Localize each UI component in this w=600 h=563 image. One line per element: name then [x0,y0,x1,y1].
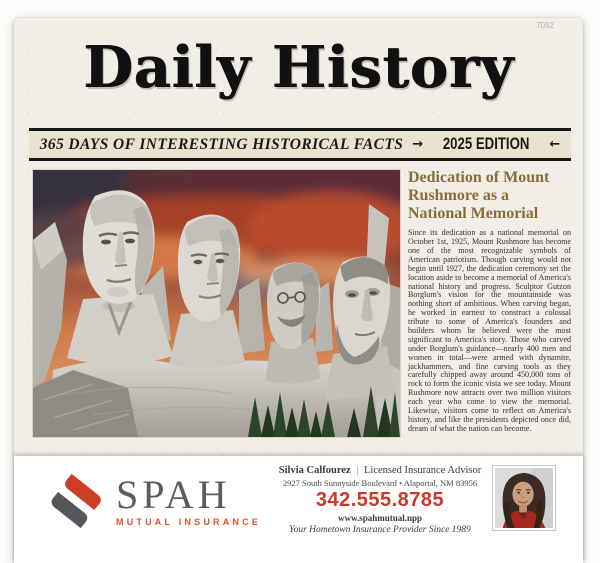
advisor-phone: 342.555.8785 [315,489,445,511]
article-body: Since its dedication as a national memorial on October 1st, 1925, Mount Rushmore has become one of the most recognizable symbols of American patriotism. Though carving would not begin until 1927, the dedication ceremony set the location aside to become a memorial of America's national history and progress. Sculptor Gutzon Borglum's vision for the mountainside was nothing short of ambitious. When carving began, he worked in earnest to construct a colossal tribute to some of America's founders and builders whom he believed were the most significant to America's story. Those who carved under Borglum's guidance—nearly 400 men and women in total—were armed with dynamite, jackhammers, and fine carving tools as they carefully chipped away around 450,000 tons of rock to form the iconic vista we see today. Mount Rushmore now attracts over two million visitors each year who come to view the memorial. Likewise, visitors come to reflect on America's history, and like the presidents depicted once did, dream of what the nation can become. [408,228,571,433]
spah-logo-name: SPAH [116,472,231,517]
plate-number: 7052 [536,21,554,30]
masthead-title: Daily History [83,34,514,101]
spah-logo-tagline: MUTUAL INSURANCE [116,517,262,527]
edition-text: 2025 EDITION [442,135,530,153]
article-headline: Dedication of Mount Rushmore as a National Memorial [408,169,550,223]
article [408,169,571,434]
spah-logo [50,470,261,532]
arrow-left-icon: ← [549,137,561,152]
advisor-name: Silvia Calfourez [278,465,351,476]
arrow-right-icon: → [412,137,424,152]
advisor-slogan: Your Hometown Insurance Provider Since 1989 [289,525,471,535]
advisor-info [250,465,510,535]
facts-banner-text: 365 DAYS OF INTERESTING HISTORICAL FACTS [39,135,404,153]
edition-banner [29,128,571,161]
advisor-address: 2927 South Sunnyside Boulevard • Alaportal, NM 83956 [282,478,478,488]
advisor-headshot-photo [492,465,556,531]
mount-rushmore-photo [33,170,400,437]
advisor-name-line [250,465,510,476]
advisor-website: www.spahmutual.npp [337,513,423,523]
spah-logo-icon [50,470,106,532]
spah-logo-text [116,472,262,527]
calendar-page [14,18,583,563]
advertiser-panel [14,456,583,563]
advisor-title: Licensed Insurance Advisor [364,465,482,476]
divider: | [356,465,359,476]
